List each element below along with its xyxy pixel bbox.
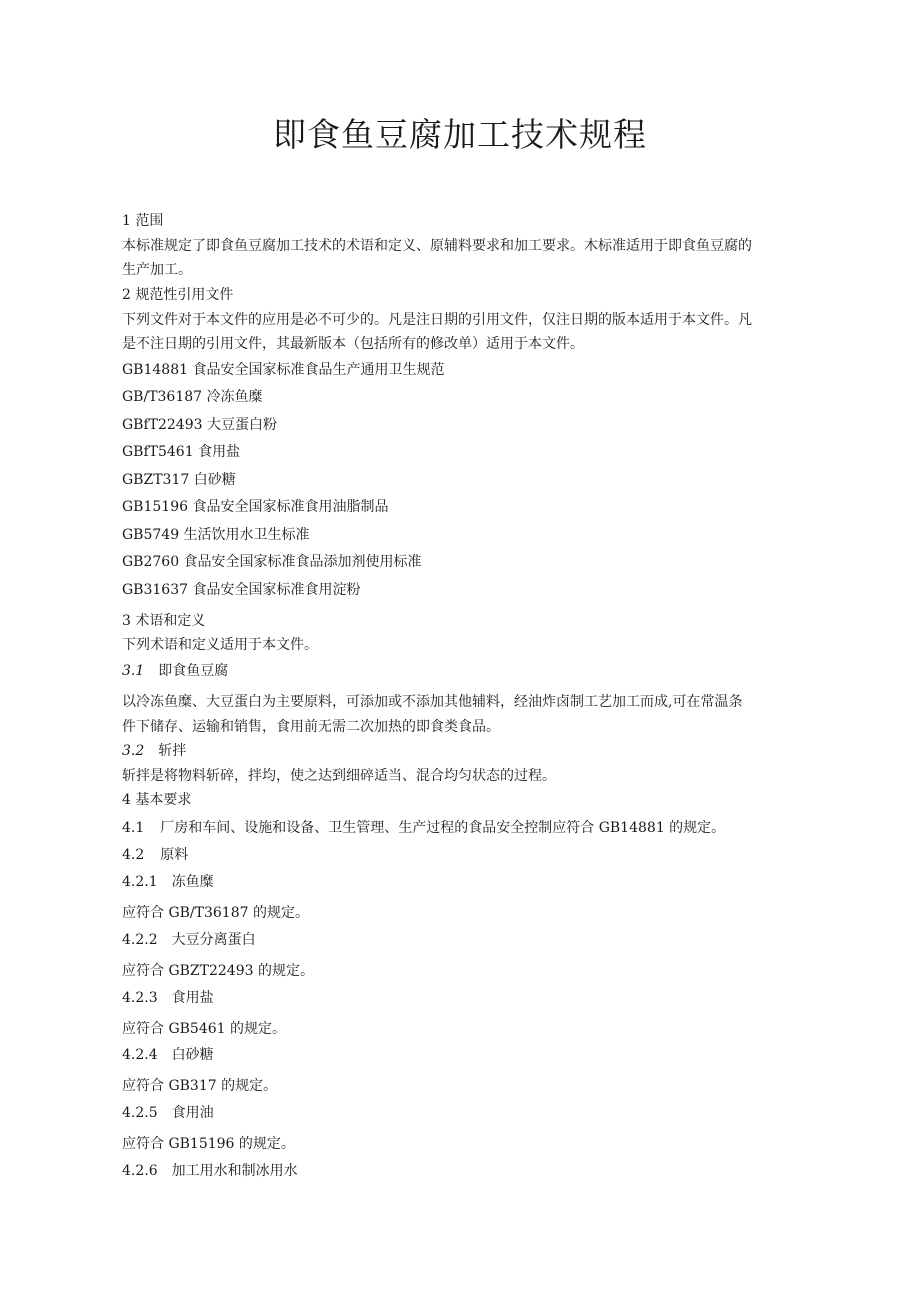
clause-4-2-2 bbox=[122, 930, 832, 950]
reference-item: GBfT5461 食用盐 bbox=[122, 444, 241, 460]
clause-4-1 bbox=[122, 818, 832, 838]
reference-item: GBZT317 白砂糖 bbox=[122, 472, 236, 488]
term-name: 斩拌 bbox=[158, 743, 187, 759]
term-3-1-definition-line-1: 以冷冻鱼糜、大豆蛋白为主要原料，可添加或不添加其他辅料，经油炸卤制工艺加工而成,可在常温条 bbox=[122, 694, 743, 710]
clause-number: 4.2 bbox=[122, 847, 145, 863]
section-2-heading: 2 规范性引用文件 bbox=[122, 287, 234, 303]
clause-text: 食用油 bbox=[171, 1105, 214, 1121]
section-2-text-line-1: 下列文件对于本文件的应用是必不可少的。凡是注日期的引用文件，仅注日期的版本适用于本文件。凡 bbox=[122, 312, 752, 328]
reference-item: GBfT22493 大豆蛋白粉 bbox=[122, 417, 277, 433]
reference-item: GB14881 食品安全国家标准食品生产通用卫生规范 bbox=[122, 362, 445, 378]
clause-number: 4.2.2 bbox=[122, 932, 158, 948]
section-4-heading: 4 基本要求 bbox=[122, 792, 192, 808]
section-1-text-line-1: 本标准规定了即食鱼豆腐加工技术的术语和定义、原辅料要求和加工要求。木标准适用于即食鱼豆腐的 bbox=[122, 238, 752, 254]
reference-item: GB15196 食品安全国家标准食用油脂制品 bbox=[122, 499, 389, 515]
term-name: 即食鱼豆腐 bbox=[158, 663, 229, 679]
clause-4-2-5 bbox=[122, 1103, 832, 1123]
clause-text: 厂房和车间、设施和设备、卫生管理、生产过程的食品安全控制应符合 GB14881 的规定。 bbox=[160, 820, 726, 836]
clause-text: 食用盐 bbox=[171, 990, 214, 1006]
section-1-text-line-2: 生产加工。 bbox=[122, 262, 192, 278]
clause-4-2 bbox=[122, 845, 832, 865]
clause-requirement: 应符合 GB317 的规定。 bbox=[122, 1078, 278, 1094]
reference-item: GB/T36187 冷冻鱼糜 bbox=[122, 389, 263, 405]
document-title: 即食鱼豆腐加工技术规程 bbox=[273, 115, 647, 154]
section-3-heading: 3 术语和定义 bbox=[122, 613, 206, 629]
section-3-intro: 下列术语和定义适用于本文件。 bbox=[122, 637, 318, 653]
term-number: 3.2 bbox=[122, 743, 145, 759]
clause-4-2-6 bbox=[122, 1161, 832, 1181]
clause-text: 加工用水和制冰用水 bbox=[171, 1163, 298, 1179]
reference-item: GB2760 食品安全国家标准食品添加剂使用标准 bbox=[122, 554, 422, 570]
clause-4-2-3 bbox=[122, 988, 832, 1008]
clause-text: 大豆分离蛋白 bbox=[171, 932, 256, 948]
reference-item: GB31637 食品安全国家标准食用淀粉 bbox=[122, 582, 361, 598]
clause-number: 4.2.1 bbox=[122, 874, 158, 890]
clause-text: 冻鱼糜 bbox=[171, 874, 214, 890]
term-number: 3.1 bbox=[122, 663, 145, 679]
section-1-heading: 1 范围 bbox=[122, 213, 164, 229]
clause-number: 4.1 bbox=[122, 820, 145, 836]
term-3-1-definition-line-2: 件下储存、运输和销售，食用前无需二次加热的即食类食品。 bbox=[122, 719, 500, 735]
clause-number: 4.2.6 bbox=[122, 1163, 158, 1179]
clause-4-2-4 bbox=[122, 1045, 832, 1065]
clause-requirement: 应符合 GB15196 的规定。 bbox=[122, 1136, 295, 1152]
clause-number: 4.2.5 bbox=[122, 1105, 158, 1121]
clause-number: 4.2.4 bbox=[122, 1047, 158, 1063]
clause-4-2-1 bbox=[122, 872, 832, 892]
clause-text: 白砂糖 bbox=[171, 1047, 214, 1063]
clause-requirement: 应符合 GBZT22493 的规定。 bbox=[122, 963, 314, 979]
term-3-2-definition: 斩拌是将物料斩碎，拌均，使之达到细碎适当、混合均匀状态的过程。 bbox=[122, 768, 556, 784]
term-3-1-heading bbox=[122, 661, 832, 681]
section-2-text-line-2: 是不注日期的引用文件，其最新版本（包括所有的修改单）适用于本文件。 bbox=[122, 336, 584, 352]
reference-item: GB5749 生活饮用水卫生标准 bbox=[122, 527, 310, 543]
clause-requirement: 应符合 GB5461 的规定。 bbox=[122, 1021, 287, 1037]
clause-requirement: 应符合 GB/T36187 的规定。 bbox=[122, 905, 309, 921]
clause-text: 原料 bbox=[160, 847, 189, 863]
clause-number: 4.2.3 bbox=[122, 990, 158, 1006]
term-3-2-heading bbox=[122, 741, 832, 761]
